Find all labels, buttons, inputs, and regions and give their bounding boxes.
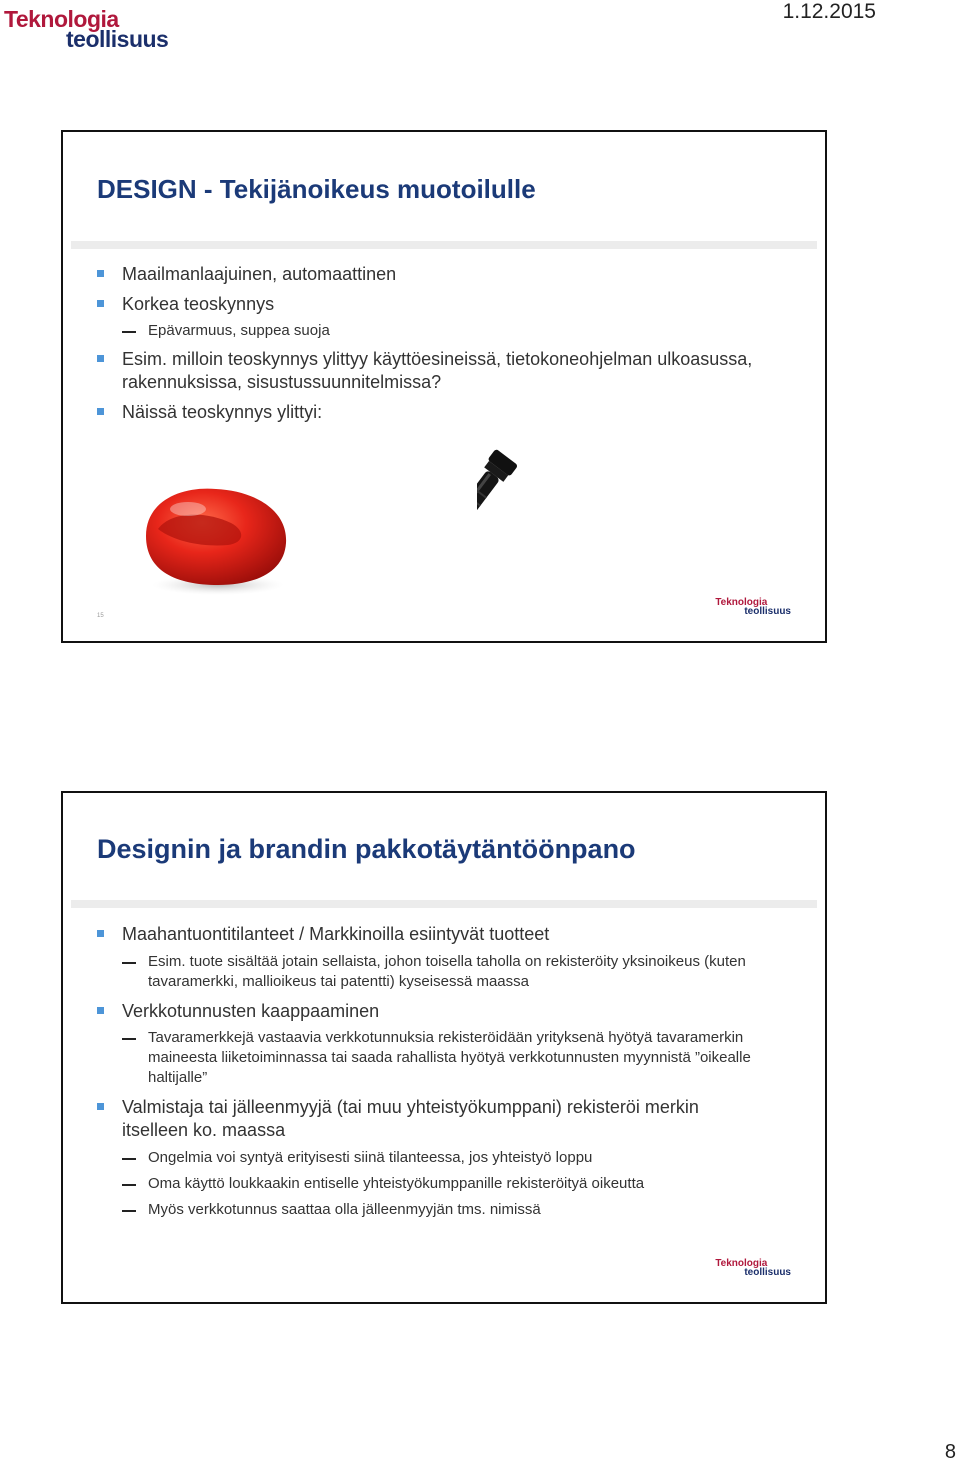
slide-1-title: DESIGN - Tekijänoikeus muotoilulle [97,174,536,204]
slide-1-logo [715,598,791,617]
slide-1-logo-line1: Teknologia [715,597,768,608]
slide-number: 15 [97,613,104,619]
slide-2-title-band [71,801,817,900]
slide-2-subbullet: Ongelmia voi syntyä erityisesti siinä tilanteessa, jos yhteistyö loppu [148,1148,798,1168]
slide-2-title: Designin ja brandin pakkotäytäntöönpano [97,834,636,864]
slide-2-bullet: Valmistaja tai jälleenmyyjä (tai muu yhteistyökumppani) rekisteröi merkin itselleen ko. maassa [122,1096,762,1142]
slide-2-subbullet: Oma käyttö loukkaakin entiselle yhteistyökumppanille rekisteröityä oikeutta [148,1174,798,1194]
slide-2-frame [71,801,817,1294]
slide-2-logo [715,1259,791,1278]
slide-2-bullet: Maahantuontitilanteet / Markkinoilla esiintyvät tuotteet [122,923,782,946]
slide-2-subbullet: Esim. tuote sisältää jotain sellaista, johon toisella taholla on rekisteröity yksinoikeus (kuten tavaramerkki, mallioikeus tai patentti) kyseisessä maassa [148,952,798,992]
slide-1-logo-line2: teollisuus [744,606,791,617]
red-ball-chair-image [136,481,296,599]
page-number: 8 [944,1441,956,1463]
slide-2-subbullet: Tavaramerkkejä vastaavia verkkotunnuksia rekisteröidään yrityksenä hyötyä tavaramerkin maineesta liiketoiminnassa tai saada rahallista hyötyä verkkotunnusten myynnistä ”oikealle haltijalle” [148,1028,798,1088]
logo-line2: teollisuus [66,26,169,52]
logo-line1: Teknologia [4,6,119,32]
slide-2-bullet: Verkkotunnusten kaappaaminen [122,1000,782,1023]
slide-2 [61,791,827,1304]
black-flashlight-image [477,447,627,579]
slide-2-logo-line2: teollisuus [744,1267,791,1278]
page-date: 1.12.2015 [782,0,876,23]
slide-2-logo-line1: Teknologia [715,1258,768,1269]
slide-1-frame [71,140,817,633]
slide-1 [61,130,827,643]
slide-1-bullet: Korkea teoskynnys [122,293,762,316]
slide-2-content [71,908,817,1294]
slide-1-title-band [71,140,817,241]
slide-1-subbullet: Epävarmuus, suppea suoja [148,321,768,341]
slide-1-bullet: Näissä teoskynnys ylittyi: [122,401,762,424]
slide-1-bullet: Esim. milloin teoskynnys ylittyy käyttöesineissä, tietokoneohjelman ulkoasussa, rakennuksissa, sisustussuunnitelmissa? [122,348,802,394]
slide-2-subbullet: Myös verkkotunnus saattaa olla jälleenmyyjän tms. nimissä [148,1200,798,1220]
slide-1-bullet: Maailmanlaajuinen, automaattinen [122,263,762,286]
slide-1-content [71,249,817,633]
teknologiateollisuus-logo [4,8,168,51]
